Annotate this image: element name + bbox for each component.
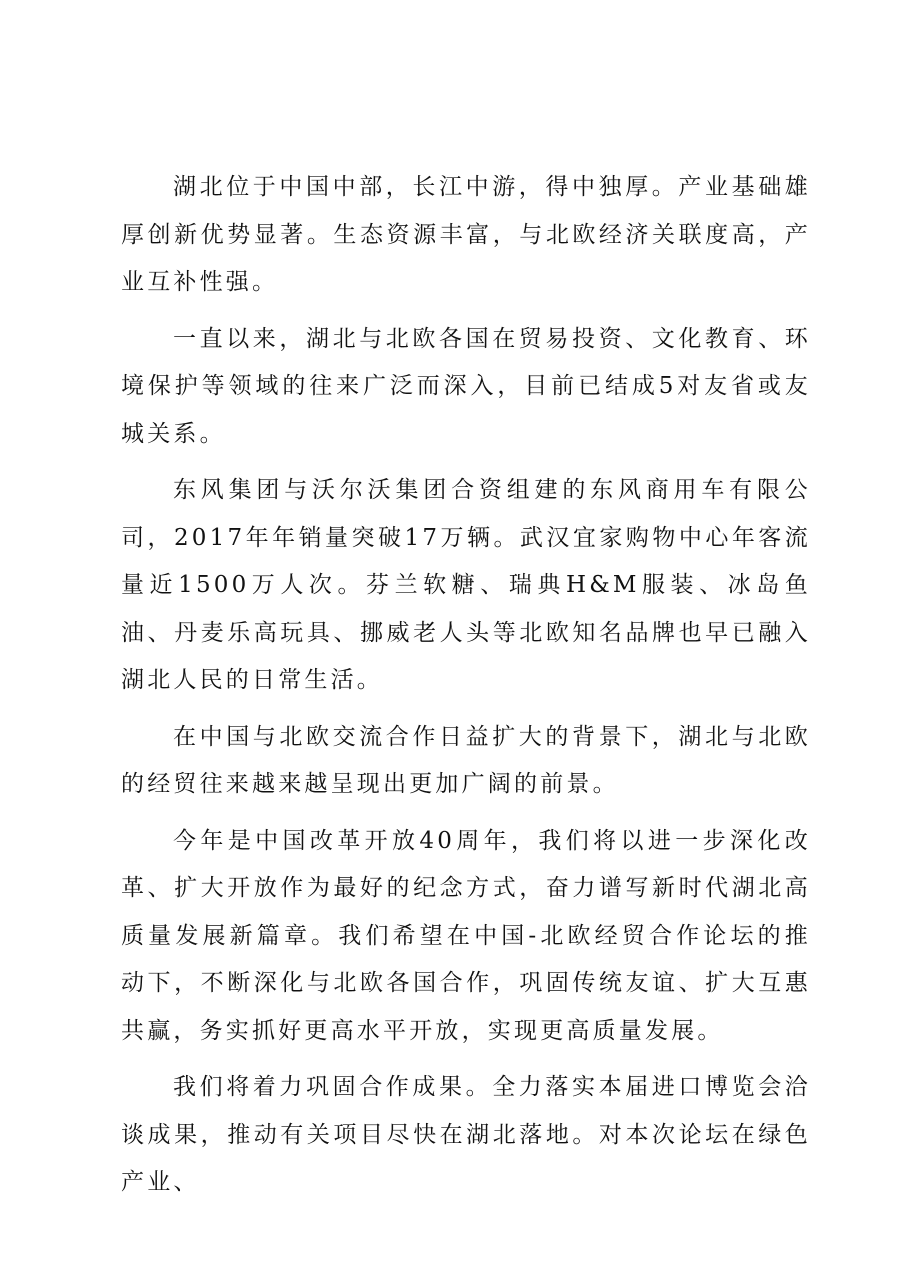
paragraph-3: 东风集团与沃尔沃集团合资组建的东风商用车有限公司，2017年年销量突破17万辆。武汉宜家购物中心年客流量近1500万人次。芬兰软糖、瑞典H&M服装、冰岛鱼油、丹麦乐高玩具、挪威老人头等北欧知名品牌也早已融入湖北人民的日常生活。 [121, 477, 811, 693]
document-body [121, 164, 811, 1216]
paragraph-5: 今年是中国改革开放40周年，我们将以进一步深化改革、扩大开放作为最好的纪念方式，奋力谱写新时代湖北高质量发展新篇章。我们希望在中国-北欧经贸合作论坛的推动下，不断深化与北欧各国合作，巩固传统友谊、扩大互惠共赢，务实抓好更高水平开放，实现更高质量发展。 [121, 827, 811, 1044]
paragraph-6: 我们将着力巩固合作成果。全力落实本届进口博览会洽谈成果，推动有关项目尽快在湖北落地。对本次论坛在绿色产业、 [121, 1074, 811, 1195]
paragraph-2: 一直以来，湖北与北欧各国在贸易投资、文化教育、环境保护等领域的往来广泛而深入，目前已结成5对友省或友城关系。 [121, 325, 811, 447]
paragraph-1: 湖北位于中国中部，长江中游，得中独厚。产业基础雄厚创新优势显著。生态资源丰富，与北欧经济关联度高，产业互补性强。 [121, 174, 811, 295]
paragraph-4: 在中国与北欧交流合作日益扩大的背景下，湖北与北欧的经贸往来越来越呈现出更加广阔的前景。 [121, 723, 811, 797]
